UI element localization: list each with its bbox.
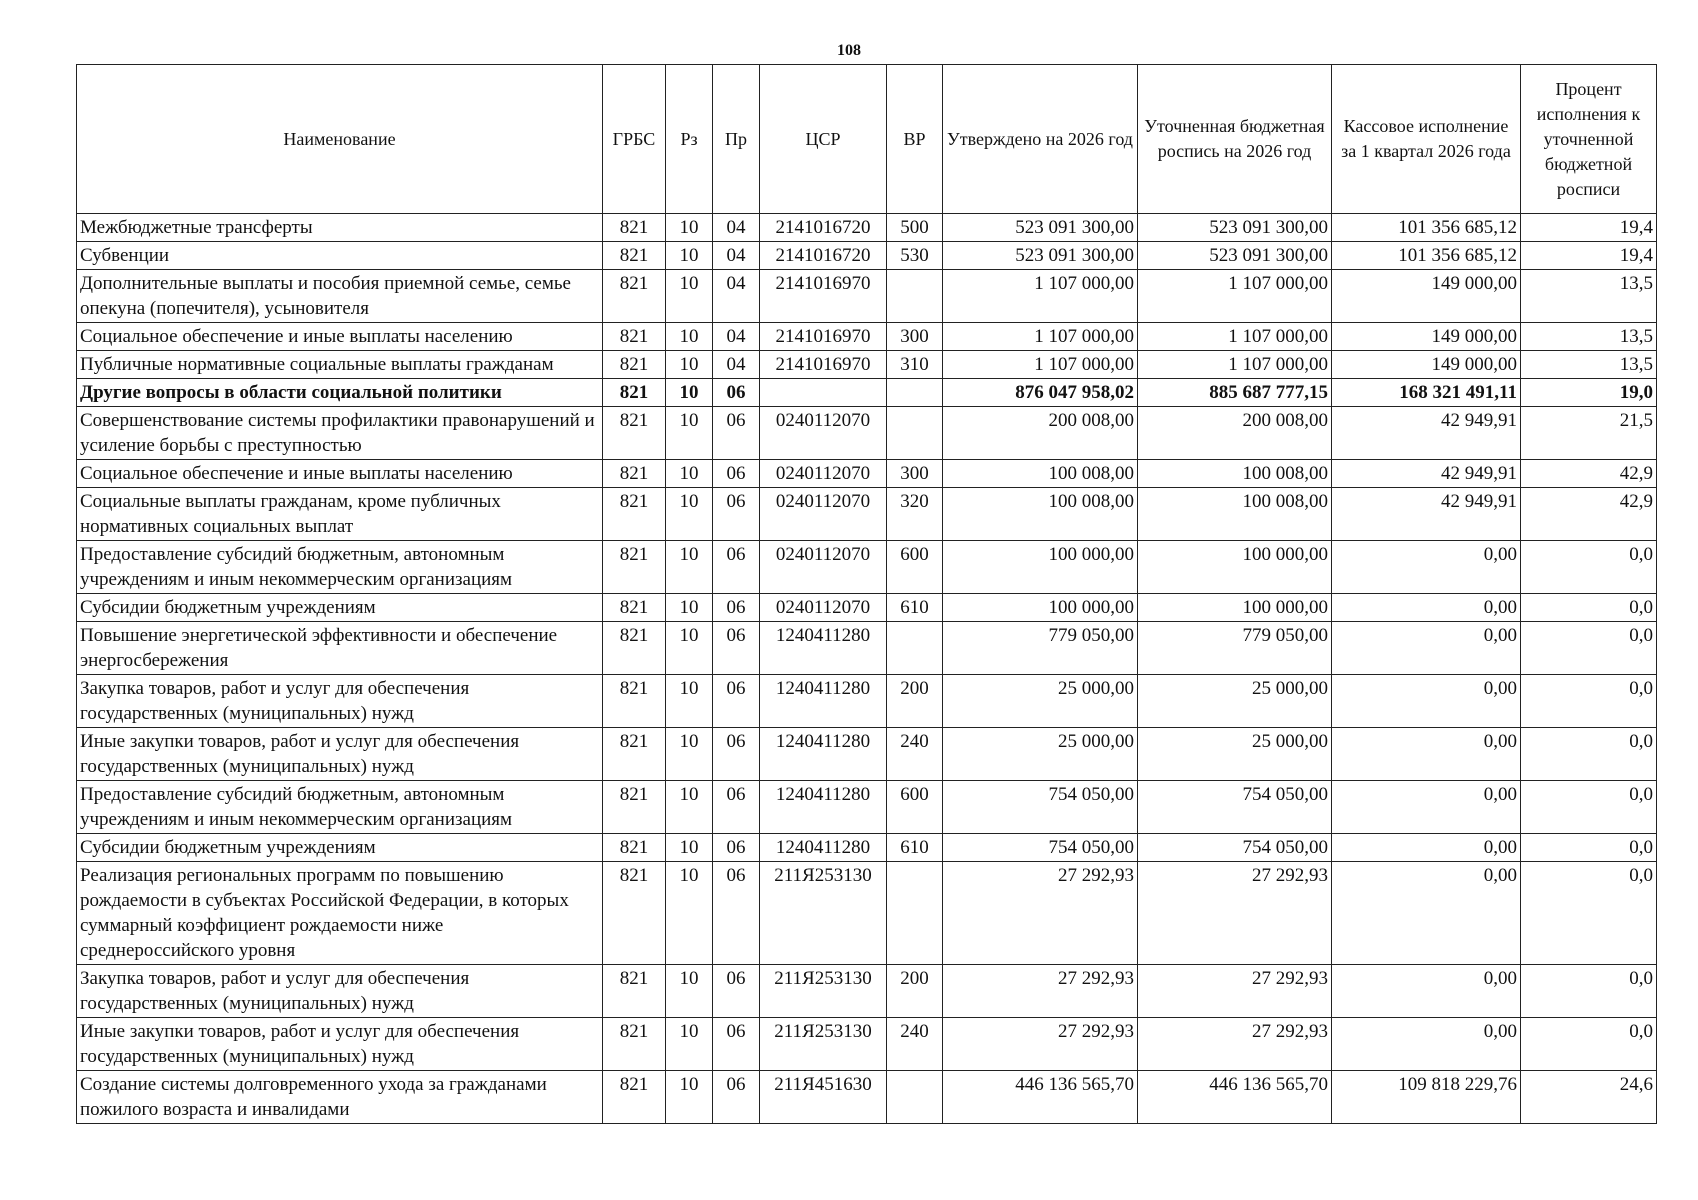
cell-refined: 27 292,93 [1138,965,1332,1018]
cell-grbs: 821 [603,1071,666,1124]
cell-cash: 0,00 [1332,675,1521,728]
cell-cash: 0,00 [1332,781,1521,834]
table-row [77,323,1657,351]
cell-name: Дополнительные выплаты и пособия приемной семье, семье опекуна (попечителя), усыновителя [77,270,603,323]
cell-approved: 100 000,00 [943,541,1138,594]
cell-approved: 25 000,00 [943,675,1138,728]
cell-cash: 0,00 [1332,862,1521,965]
cell-rz: 10 [666,541,713,594]
cell-pr: 06 [713,622,760,675]
cell-grbs: 821 [603,862,666,965]
table-row [77,965,1657,1018]
cell-percent: 0,0 [1521,862,1657,965]
cell-pr: 04 [713,242,760,270]
cell-percent: 21,5 [1521,407,1657,460]
cell-rz: 10 [666,379,713,407]
cell-csr: 0240112070 [760,407,887,460]
cell-rz: 10 [666,214,713,242]
cell-grbs: 821 [603,834,666,862]
cell-grbs: 821 [603,488,666,541]
cell-approved: 754 050,00 [943,834,1138,862]
cell-pr: 06 [713,1071,760,1124]
cell-rz: 10 [666,460,713,488]
cell-name: Реализация региональных программ по повышению рождаемости в субъектах Российской Федерации, в которых суммарный коэффициент рождаемости ниже среднероссийского уровня [77,862,603,965]
cell-cash: 0,00 [1332,834,1521,862]
cell-csr: 1240411280 [760,834,887,862]
cell-name: Предоставление субсидий бюджетным, автономным учреждениям и иным некоммерческим организациям [77,781,603,834]
table-row [77,862,1657,965]
cell-cash: 0,00 [1332,728,1521,781]
cell-vr: 300 [887,460,943,488]
cell-pr: 06 [713,541,760,594]
cell-name: Межбюджетные трансферты [77,214,603,242]
cell-vr [887,622,943,675]
cell-refined: 779 050,00 [1138,622,1332,675]
cell-rz: 10 [666,351,713,379]
cell-vr: 200 [887,965,943,1018]
cell-pr: 04 [713,270,760,323]
cell-grbs: 821 [603,351,666,379]
cell-grbs: 821 [603,622,666,675]
header-name: Наименование [77,65,603,214]
cell-percent: 0,0 [1521,728,1657,781]
cell-grbs: 821 [603,728,666,781]
cell-rz: 10 [666,242,713,270]
cell-refined: 523 091 300,00 [1138,242,1332,270]
cell-cash: 0,00 [1332,1018,1521,1071]
cell-grbs: 821 [603,379,666,407]
cell-refined: 754 050,00 [1138,781,1332,834]
table-row [77,728,1657,781]
cell-approved: 446 136 565,70 [943,1071,1138,1124]
cell-name: Субвенции [77,242,603,270]
cell-pr: 06 [713,594,760,622]
cell-approved: 100 000,00 [943,594,1138,622]
table-row [77,379,1657,407]
cell-approved: 754 050,00 [943,781,1138,834]
cell-pr: 06 [713,834,760,862]
cell-approved: 200 008,00 [943,407,1138,460]
cell-cash: 42 949,91 [1332,460,1521,488]
cell-pr: 04 [713,214,760,242]
table-row [77,214,1657,242]
cell-csr: 211Я253130 [760,862,887,965]
cell-refined: 754 050,00 [1138,834,1332,862]
table-row [77,781,1657,834]
cell-name: Социальные выплаты гражданам, кроме публичных нормативных социальных выплат [77,488,603,541]
table-body [77,214,1657,1124]
cell-vr: 320 [887,488,943,541]
cell-refined: 27 292,93 [1138,1018,1332,1071]
header-vr: ВР [887,65,943,214]
cell-cash: 149 000,00 [1332,323,1521,351]
cell-csr: 1240411280 [760,781,887,834]
page-number: 108 [837,42,861,59]
cell-grbs: 821 [603,242,666,270]
cell-rz: 10 [666,407,713,460]
cell-rz: 10 [666,728,713,781]
table-row [77,488,1657,541]
header-percent: Процент исполнения к уточненной бюджетной росписи [1521,65,1657,214]
cell-refined: 1 107 000,00 [1138,323,1332,351]
cell-percent: 0,0 [1521,541,1657,594]
cell-cash: 0,00 [1332,622,1521,675]
header-refined: Уточненная бюджетная роспись на 2026 год [1138,65,1332,214]
cell-grbs: 821 [603,675,666,728]
cell-rz: 10 [666,965,713,1018]
cell-refined: 1 107 000,00 [1138,351,1332,379]
header-cash: Кассовое исполнение за 1 квартал 2026 года [1332,65,1521,214]
cell-vr [887,407,943,460]
cell-approved: 523 091 300,00 [943,242,1138,270]
cell-refined: 446 136 565,70 [1138,1071,1332,1124]
cell-name: Публичные нормативные социальные выплаты гражданам [77,351,603,379]
header-pr: Пр [713,65,760,214]
cell-grbs: 821 [603,781,666,834]
cell-grbs: 821 [603,323,666,351]
cell-cash: 101 356 685,12 [1332,214,1521,242]
cell-csr: 0240112070 [760,460,887,488]
cell-pr: 06 [713,407,760,460]
cell-rz: 10 [666,488,713,541]
cell-cash: 109 818 229,76 [1332,1071,1521,1124]
cell-percent: 13,5 [1521,323,1657,351]
cell-rz: 10 [666,675,713,728]
cell-percent: 19,0 [1521,379,1657,407]
cell-percent: 0,0 [1521,622,1657,675]
cell-refined: 100 008,00 [1138,488,1332,541]
table-row [77,407,1657,460]
cell-vr: 300 [887,323,943,351]
cell-percent: 42,9 [1521,488,1657,541]
cell-grbs: 821 [603,214,666,242]
cell-csr: 2141016970 [760,351,887,379]
cell-vr: 240 [887,728,943,781]
cell-name: Закупка товаров, работ и услуг для обеспечения государственных (муниципальных) нужд [77,675,603,728]
cell-cash: 0,00 [1332,594,1521,622]
cell-cash: 101 356 685,12 [1332,242,1521,270]
cell-grbs: 821 [603,1018,666,1071]
cell-csr: 2141016720 [760,214,887,242]
cell-pr: 04 [713,323,760,351]
budget-table [76,64,1657,1124]
cell-approved: 1 107 000,00 [943,351,1138,379]
cell-rz: 10 [666,622,713,675]
cell-csr: 0240112070 [760,594,887,622]
cell-approved: 27 292,93 [943,965,1138,1018]
cell-vr: 600 [887,541,943,594]
header-rz: Рз [666,65,713,214]
table-row [77,594,1657,622]
cell-csr: 1240411280 [760,622,887,675]
cell-vr: 500 [887,214,943,242]
table-row [77,460,1657,488]
cell-name: Субсидии бюджетным учреждениям [77,594,603,622]
cell-csr: 1240411280 [760,675,887,728]
cell-pr: 06 [713,460,760,488]
cell-pr: 04 [713,351,760,379]
cell-name: Создание системы долговременного ухода за гражданами пожилого возраста и инвалидами [77,1071,603,1124]
cell-refined: 100 000,00 [1138,594,1332,622]
cell-csr: 0240112070 [760,541,887,594]
cell-rz: 10 [666,781,713,834]
cell-refined: 100 008,00 [1138,460,1332,488]
table-row [77,242,1657,270]
cell-percent: 24,6 [1521,1071,1657,1124]
cell-percent: 13,5 [1521,351,1657,379]
cell-vr [887,270,943,323]
cell-percent: 0,0 [1521,834,1657,862]
cell-vr [887,1071,943,1124]
table-row [77,1071,1657,1124]
cell-approved: 25 000,00 [943,728,1138,781]
cell-percent: 0,0 [1521,675,1657,728]
table-row [77,675,1657,728]
cell-approved: 27 292,93 [943,1018,1138,1071]
cell-rz: 10 [666,834,713,862]
cell-name: Совершенствование системы профилактики правонарушений и усиление борьбы с преступностью [77,407,603,460]
cell-grbs: 821 [603,965,666,1018]
cell-refined: 885 687 777,15 [1138,379,1332,407]
cell-percent: 0,0 [1521,1018,1657,1071]
table-header-row [77,65,1657,214]
cell-percent: 19,4 [1521,242,1657,270]
header-grbs: ГРБС [603,65,666,214]
cell-vr: 610 [887,834,943,862]
table-row [77,622,1657,675]
cell-grbs: 821 [603,270,666,323]
cell-csr: 0240112070 [760,488,887,541]
cell-vr: 240 [887,1018,943,1071]
cell-rz: 10 [666,862,713,965]
cell-refined: 100 000,00 [1138,541,1332,594]
cell-pr: 06 [713,379,760,407]
cell-refined: 200 008,00 [1138,407,1332,460]
cell-cash: 0,00 [1332,965,1521,1018]
cell-refined: 27 292,93 [1138,862,1332,965]
cell-approved: 27 292,93 [943,862,1138,965]
cell-refined: 1 107 000,00 [1138,270,1332,323]
cell-grbs: 821 [603,541,666,594]
cell-name: Повышение энергетической эффективности и обеспечение энергосбережения [77,622,603,675]
cell-approved: 523 091 300,00 [943,214,1138,242]
table-row [77,351,1657,379]
cell-csr: 2141016970 [760,323,887,351]
cell-percent: 19,4 [1521,214,1657,242]
cell-name: Иные закупки товаров, работ и услуг для обеспечения государственных (муниципальных) нужд [77,1018,603,1071]
cell-cash: 0,00 [1332,541,1521,594]
cell-cash: 149 000,00 [1332,351,1521,379]
table-row [77,834,1657,862]
cell-pr: 06 [713,862,760,965]
cell-name: Предоставление субсидий бюджетным, автономным учреждениям и иным некоммерческим организациям [77,541,603,594]
cell-cash: 149 000,00 [1332,270,1521,323]
cell-approved: 100 008,00 [943,460,1138,488]
cell-grbs: 821 [603,407,666,460]
table-row [77,270,1657,323]
cell-pr: 06 [713,728,760,781]
cell-vr [887,379,943,407]
cell-cash: 42 949,91 [1332,407,1521,460]
cell-csr: 211Я253130 [760,1018,887,1071]
cell-pr: 06 [713,965,760,1018]
cell-refined: 523 091 300,00 [1138,214,1332,242]
cell-csr [760,379,887,407]
cell-approved: 779 050,00 [943,622,1138,675]
cell-pr: 06 [713,1018,760,1071]
cell-approved: 1 107 000,00 [943,270,1138,323]
cell-csr: 2141016720 [760,242,887,270]
cell-refined: 25 000,00 [1138,675,1332,728]
cell-pr: 06 [713,675,760,728]
header-approved: Утверждено на 2026 год [943,65,1138,214]
cell-percent: 13,5 [1521,270,1657,323]
cell-vr [887,862,943,965]
cell-csr: 2141016970 [760,270,887,323]
cell-name: Закупка товаров, работ и услуг для обеспечения государственных (муниципальных) нужд [77,965,603,1018]
header-csr: ЦСР [760,65,887,214]
cell-rz: 10 [666,270,713,323]
cell-approved: 100 008,00 [943,488,1138,541]
cell-grbs: 821 [603,460,666,488]
cell-approved: 876 047 958,02 [943,379,1138,407]
table-row [77,541,1657,594]
cell-grbs: 821 [603,594,666,622]
cell-vr: 600 [887,781,943,834]
cell-cash: 42 949,91 [1332,488,1521,541]
cell-percent: 0,0 [1521,781,1657,834]
table-row [77,1018,1657,1071]
cell-name: Социальное обеспечение и иные выплаты населению [77,323,603,351]
cell-rz: 10 [666,1071,713,1124]
cell-percent: 42,9 [1521,460,1657,488]
cell-vr: 530 [887,242,943,270]
cell-approved: 1 107 000,00 [943,323,1138,351]
cell-pr: 06 [713,488,760,541]
cell-name: Иные закупки товаров, работ и услуг для обеспечения государственных (муниципальных) нужд [77,728,603,781]
cell-rz: 10 [666,1018,713,1071]
cell-name: Социальное обеспечение и иные выплаты населению [77,460,603,488]
cell-pr: 06 [713,781,760,834]
cell-percent: 0,0 [1521,594,1657,622]
cell-percent: 0,0 [1521,965,1657,1018]
cell-name: Субсидии бюджетным учреждениям [77,834,603,862]
cell-csr: 211Я451630 [760,1071,887,1124]
cell-name: Другие вопросы в области социальной политики [77,379,603,407]
cell-rz: 10 [666,323,713,351]
cell-vr: 200 [887,675,943,728]
cell-vr: 310 [887,351,943,379]
cell-vr: 610 [887,594,943,622]
cell-cash: 168 321 491,11 [1332,379,1521,407]
cell-rz: 10 [666,594,713,622]
cell-refined: 25 000,00 [1138,728,1332,781]
cell-csr: 211Я253130 [760,965,887,1018]
cell-csr: 1240411280 [760,728,887,781]
